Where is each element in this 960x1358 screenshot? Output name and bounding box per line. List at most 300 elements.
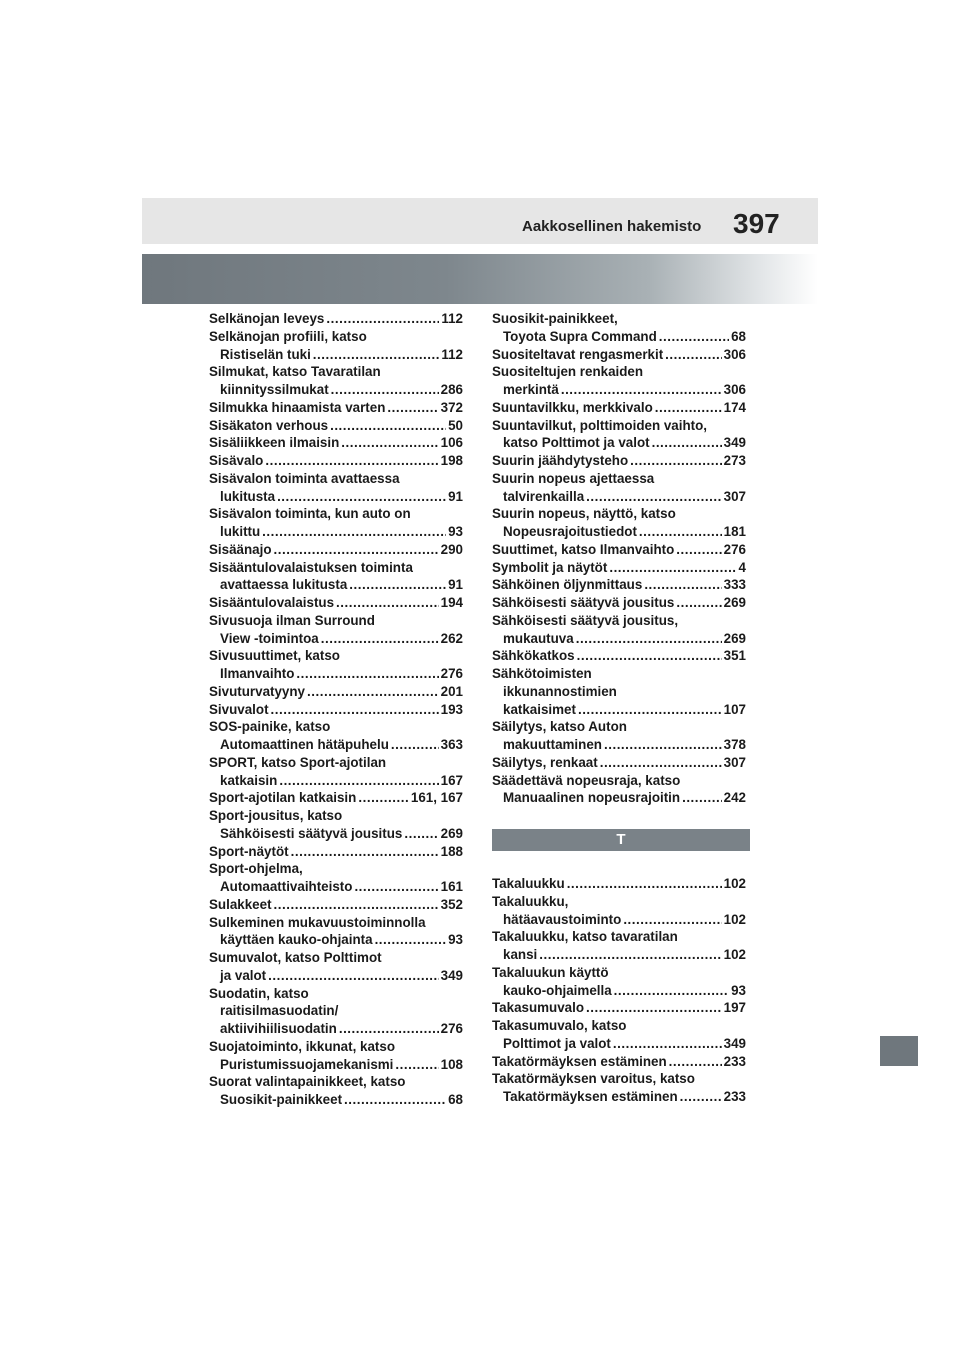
dot-leader [349,576,446,594]
index-entry-term: Takaluukku [492,876,565,891]
index-entry-line [492,772,746,790]
index-entry-page: 349 [723,435,746,451]
index-entry-term: Polttimot ja valot [503,1035,611,1051]
section-heading-t: T [492,829,750,851]
index-entry-term: Sivuturvatyyny [209,683,306,699]
index-entry [492,559,746,577]
index-entry-line [209,683,463,701]
index-entry-term: kiinnityssilmukat [220,382,329,397]
index-entry [209,541,463,559]
index-entry-page: 349 [440,967,463,983]
index-entry-term: hätäavaustoiminto [503,911,622,927]
index-entry-line [209,949,463,967]
index-entry-line [492,346,746,364]
index-entry-line [492,982,746,1000]
index-entry [209,860,463,896]
dot-leader [665,346,721,364]
index-entry-line [209,772,463,790]
dot-leader [639,523,722,541]
index-entry-line [209,1002,463,1020]
index-entry-term: Sulakkeet [209,896,272,912]
index-entry-term: Sport-ajotilan katkaisin [209,790,357,806]
index-entry-term: ja valot [220,967,267,983]
index-entry-term: Sivusuuttimet, katso [209,648,340,664]
index-entry-line [492,505,746,523]
index-entry-line [209,985,463,1003]
index-entry [492,310,746,346]
decorative-gradient-band [142,254,818,304]
index-entry-term: Suodatin, katso [209,985,309,1001]
dot-leader [613,1035,722,1053]
index-entry-page: 102 [723,876,746,891]
index-entry-line [209,914,463,932]
index-entry-page: 112 [441,346,463,362]
dot-leader [313,346,440,364]
index-entry-line [209,452,463,470]
index-entry-term: Silmukka hinaamista varten [209,399,386,415]
dot-leader [676,594,721,612]
index-entry-term: Suositeltujen renkaiden [492,364,644,380]
index-entry [209,683,463,701]
dot-leader [387,399,438,417]
index-entry-line [209,576,463,594]
index-entry-line [209,896,463,914]
index-entry-page: 372 [440,399,463,415]
index-entry-page: 161, 167 [410,790,463,806]
index-entry-page: 333 [723,577,746,593]
index-entry-term: Sisäänajo [209,541,272,557]
index-entry-page: 93 [731,982,746,998]
index-entry-line [209,701,463,719]
dot-leader [682,789,722,807]
index-entry-line [209,1056,463,1074]
index-entry [209,434,463,452]
dot-leader [623,911,721,929]
index-entry-page: 233 [723,1053,746,1069]
index-entry-term: Suurin jäähdytysteho [492,453,629,468]
index-entry-line [209,630,463,648]
index-entry-line [492,946,746,964]
index-entry-line [492,576,746,594]
index-entry-line [492,789,746,807]
index-entry-term: Suurin nopeus ajettaessa [492,470,655,486]
index-entry-term: Sisävalon toiminta avattaessa [209,470,400,486]
index-entry-page: 193 [440,701,463,717]
index-entry-term: Puristumissuojamekanismi [220,1056,394,1072]
index-entry-page: 307 [723,488,746,504]
index-entry-line [492,541,746,559]
index-entry-page: 286 [440,382,463,397]
index-entry [492,594,746,612]
index-entry-line [492,470,746,488]
index-entry [492,999,746,1017]
index-entry-line [492,999,746,1017]
dot-leader [331,381,439,399]
index-entry-term: Takasumuvalo [492,1000,585,1016]
index-entry-term: makuuttaminen [503,737,602,752]
index-entry-term: Sisääntulovalaistus [209,595,335,610]
dot-leader [274,896,439,914]
index-entry-line [209,381,463,399]
index-entry-line [209,718,463,736]
header-band [142,198,818,244]
index-entry-page: 197 [723,1000,746,1016]
index-entry-line [209,1020,463,1038]
index-entry-term: Suorat valintapainikkeet, katso [209,1074,406,1090]
index-entry [209,701,463,719]
index-entry-line [209,434,463,452]
index-entry-line [209,789,463,807]
dot-leader [604,736,722,754]
index-entry [492,346,746,364]
index-entry-line [492,647,746,665]
dot-leader [586,488,722,506]
index-entry-page: 276 [723,541,746,557]
index-entry-term: Silmukat, katso Tavaratilan [209,364,381,380]
index-entry-line [492,928,746,946]
index-entry-line [492,1088,746,1106]
index-entry-term: Sähköisesti säätyvä jousitus [220,825,403,841]
index-entry [209,612,463,648]
index-entry-term: Säilytys, katso Auton [492,719,627,735]
index-entry-term: ikkunannostimien [503,683,617,699]
index-entry-term: Ristiselän tuki [220,346,311,362]
index-entry-line [209,523,463,541]
index-entry-page: 194 [440,595,463,610]
index-entry [492,1017,746,1053]
index-entry-line [209,1073,463,1091]
index-entry [492,928,746,964]
index-entry-page: 349 [723,1035,746,1051]
index-entry-page: 262 [440,630,463,646]
index-entry-page: 306 [723,382,746,397]
index-entry-term: Takaluukku, [492,893,569,909]
index-entry-term: Manuaalinen nopeusrajoitin [503,790,681,806]
index-entry [209,559,463,595]
index-entry-page: 276 [440,666,463,681]
index-entry-term: Toyota Supra Command [503,328,657,344]
page-header-title: Aakkosellinen hakemisto [522,218,702,235]
dot-leader [391,736,439,754]
index-entry-page: 107 [723,701,746,717]
index-entry [492,363,746,399]
index-entry-line [492,612,746,630]
dot-leader [321,630,439,648]
index-entry-term: Takaluukku, katso tavaratilan [492,929,678,945]
dot-leader [307,683,439,701]
index-entry [209,843,463,861]
index-entry [492,1053,746,1071]
index-entry-page: 91 [448,488,463,504]
index-entry-page: 201 [440,683,463,699]
index-entry-term: Sivuvalot [209,701,269,717]
index-entry-page: 233 [723,1089,746,1104]
index-entry-page: 269 [440,825,463,841]
index-entry [492,1070,746,1106]
dot-leader [567,875,722,893]
index-entry-line [209,488,463,506]
index-entry-term: Sumuvalot, katso Polttimot [209,950,382,965]
index-entry-line [209,328,463,346]
index-entry-term: Suuntavilkku, merkkivalo [492,399,653,415]
index-entry-term: Sähkökatkos [492,648,575,664]
dot-leader [576,630,722,648]
index-entry-line [492,417,746,435]
index-entry-line [492,559,746,577]
index-entry-term: katkaisimet [503,701,576,717]
index-entry-line [492,328,746,346]
index-entry-line [209,594,463,612]
dot-leader [375,931,447,949]
index-entry-term: Takasumuvalo, katso [492,1018,627,1033]
index-entry [209,594,463,612]
dot-leader [291,843,439,861]
dot-leader [644,576,721,594]
index-entry-line [209,541,463,559]
index-entry-term: avattaessa lukitusta [220,577,348,593]
right-entries [492,310,746,807]
index-entry-line [209,878,463,896]
index-entry-term: Ilmanvaihto [220,666,295,681]
dot-leader [652,434,722,452]
index-entry [209,718,463,754]
dot-leader [404,825,438,843]
index-entry-term: Sport-ohjelma, [209,861,303,877]
index-entry-line [209,754,463,772]
index-entry-line [209,967,463,985]
index-entry [492,718,746,754]
index-entry-line [492,488,746,506]
index-entry [209,914,463,950]
index-entry [492,875,746,893]
index-entry-term: lukitusta [220,488,276,504]
index-entry [209,949,463,985]
index-entry-line [492,754,746,772]
index-entry-line [492,1070,746,1088]
index-entry-term: Sisäliikkeen ilmaisin [209,435,340,451]
index-entry-line [492,893,746,911]
index-entry-term: Suosikit-painikkeet [220,1092,343,1107]
index-entry-term: Sulkeminen mukavuustoiminnolla [209,914,426,930]
index-entry-term: Takatörmäyksen varoitus, katso [492,1071,695,1087]
index-entry-page: 378 [723,737,746,752]
dot-leader [655,399,722,417]
index-entry [209,1038,463,1074]
dot-leader [358,789,409,807]
index-entry-term: Säilytys, renkaat [492,754,598,770]
index-entry-term: Sisävalo [209,453,264,468]
dot-leader [578,701,722,719]
index-entry-page: 351 [723,648,746,664]
index-entry-line [209,1038,463,1056]
dot-leader [669,1053,722,1071]
index-entry-term: Takatörmäyksen estäminen [492,1053,667,1069]
dot-leader [262,523,446,541]
index-entry-line [209,736,463,754]
dot-leader [609,559,736,577]
dot-leader [271,701,439,719]
index-entry-page: 269 [723,595,746,610]
index-entry-page: 290 [440,541,463,557]
index-entry-term: Säädettävä nopeusraja, katso [492,772,681,788]
index-entry [209,789,463,807]
index-entry-term: kauko-ohjaimella [503,982,612,998]
index-entry-term: aktiivihiilisuodatin [220,1021,337,1036]
index-entry-line [492,665,746,683]
index-entry-line [492,1035,746,1053]
index-entry [209,807,463,843]
index-entry-term: View -toimintoa [220,630,319,646]
index-entry-term: Sisääntulovalaistuksen toiminta [209,559,413,575]
index-entry-page: 306 [723,346,746,362]
index-entry-page: 352 [440,896,463,912]
dot-leader [539,946,721,964]
index-entry-term: SPORT, katso Sport-ajotilan [209,754,387,770]
dot-leader [339,1020,439,1038]
index-entry-term: kansi [503,947,538,962]
index-entry-term: merkintä [503,382,559,397]
index-entry [209,505,463,541]
index-entry-line [209,860,463,878]
dot-leader [630,452,721,470]
index-entry-term: Suuttimet, katso Ilmanvaihto [492,541,675,557]
index-entry-term: Sivusuoja ilman Surround [209,612,375,628]
index-entry-term: katkaisin [220,772,278,788]
index-entry-page: 161 [440,879,463,894]
dot-leader [274,541,439,559]
index-entry-line [209,417,463,435]
index-entry-term: raitisilmasuodatin/ [220,1003,339,1019]
index-entry [209,452,463,470]
index-entry-page: 50 [448,417,463,433]
dot-leader [680,1088,722,1106]
index-entry-line [209,363,463,381]
index-entry-line [209,346,463,364]
index-entry-line [492,683,746,701]
index-entry [492,964,746,1000]
index-entry-term: Sport-näytöt [209,843,289,859]
index-entry-term: Sähköisesti säätyvä jousitus [492,595,675,610]
index-entry-page: 112 [441,311,463,326]
index-entry [209,363,463,399]
index-entry-line [492,1017,746,1035]
index-entry-line [492,381,746,399]
index-entry-term: Sisäkaton verhous [209,417,329,433]
index-entry [492,647,746,665]
index-entry-page: 307 [723,754,746,770]
index-entry [209,310,463,328]
dot-leader [561,381,722,399]
index-entry [209,399,463,417]
index-entry-term: Suositeltavat rengasmerkit [492,346,664,362]
index-entry-page: 106 [440,435,463,451]
index-entry-line [209,470,463,488]
index-column-right [492,310,746,1106]
index-entry-line [492,875,746,893]
index-entry [492,576,746,594]
index-entry-line [492,964,746,982]
index-entry-line [209,843,463,861]
index-entry [492,470,746,506]
index-entry-line [209,825,463,843]
index-entry-term: Nopeusrajoitustiedot [503,524,637,539]
dot-leader [277,488,446,506]
dot-leader [344,1091,446,1109]
dot-leader [659,328,729,346]
index-entry [492,541,746,559]
index-entry [209,896,463,914]
index-entry [209,417,463,435]
section-thumb-tab [880,1036,918,1066]
index-entry-page: 174 [723,399,746,415]
index-entry-page: 273 [723,453,746,468]
index-entry [492,754,746,772]
index-entry-page: 108 [440,1056,463,1072]
index-entry-line [492,911,746,929]
index-entry-page: 269 [723,630,746,646]
index-entry [492,665,746,718]
index-entry [492,893,746,929]
index-entry-page: 242 [723,790,746,806]
index-entry-term: Suurin nopeus, näyttö, katso [492,506,676,522]
index-entry-page: 276 [440,1021,463,1036]
index-entry [492,505,746,541]
index-entry [492,452,746,470]
index-column-left [209,310,463,1109]
dot-leader [268,967,439,985]
index-entry-term: Suojatoiminto, ikkunat, katso [209,1038,396,1054]
index-entry [209,1073,463,1109]
index-entry-term: Suuntavilkut, polttimoiden vaihto, [492,417,707,433]
index-entry [492,612,746,648]
index-entry-term: Symbolit ja näytöt [492,559,608,575]
dot-leader [296,665,438,683]
index-entry-line [492,736,746,754]
index-entry-term: mukautuva [503,630,574,646]
index-entry-term: Sport-jousitus, katso [209,808,343,823]
index-entry [492,417,746,453]
index-entry-page: 102 [723,947,746,962]
index-entry-line [492,363,746,381]
dot-leader [395,1056,438,1074]
index-entry-line [209,399,463,417]
index-entry-line [209,559,463,577]
index-entry-term: lukittu [220,524,261,539]
index-entry-line [209,1091,463,1109]
index-entry-line [492,310,746,328]
index-entry-line [209,647,463,665]
index-entry-line [492,630,746,648]
dot-leader [330,417,446,435]
index-entry-term: Sähkötoimisten [492,666,592,681]
index-entry [209,647,463,683]
index-entry-line [209,665,463,683]
index-entry-term: Takaluukun käyttö [492,964,609,980]
index-entry-term: Takatörmäyksen estäminen [503,1089,678,1104]
index-entry-line [209,931,463,949]
index-entry-line [209,807,463,825]
index-entry-page: 4 [738,559,746,575]
index-entry-page: 68 [448,1092,463,1107]
index-entry-term: käyttäen kauko-ohjainta [220,932,373,948]
index-entry-term: Automaattinen hätäpuhelu [220,737,389,752]
index-entry [209,985,463,1038]
index-entry-line [492,452,746,470]
index-entry [209,328,463,364]
index-entry [209,470,463,506]
index-entry-line [492,399,746,417]
index-entry-term: Suosikit-painikkeet, [492,311,618,326]
